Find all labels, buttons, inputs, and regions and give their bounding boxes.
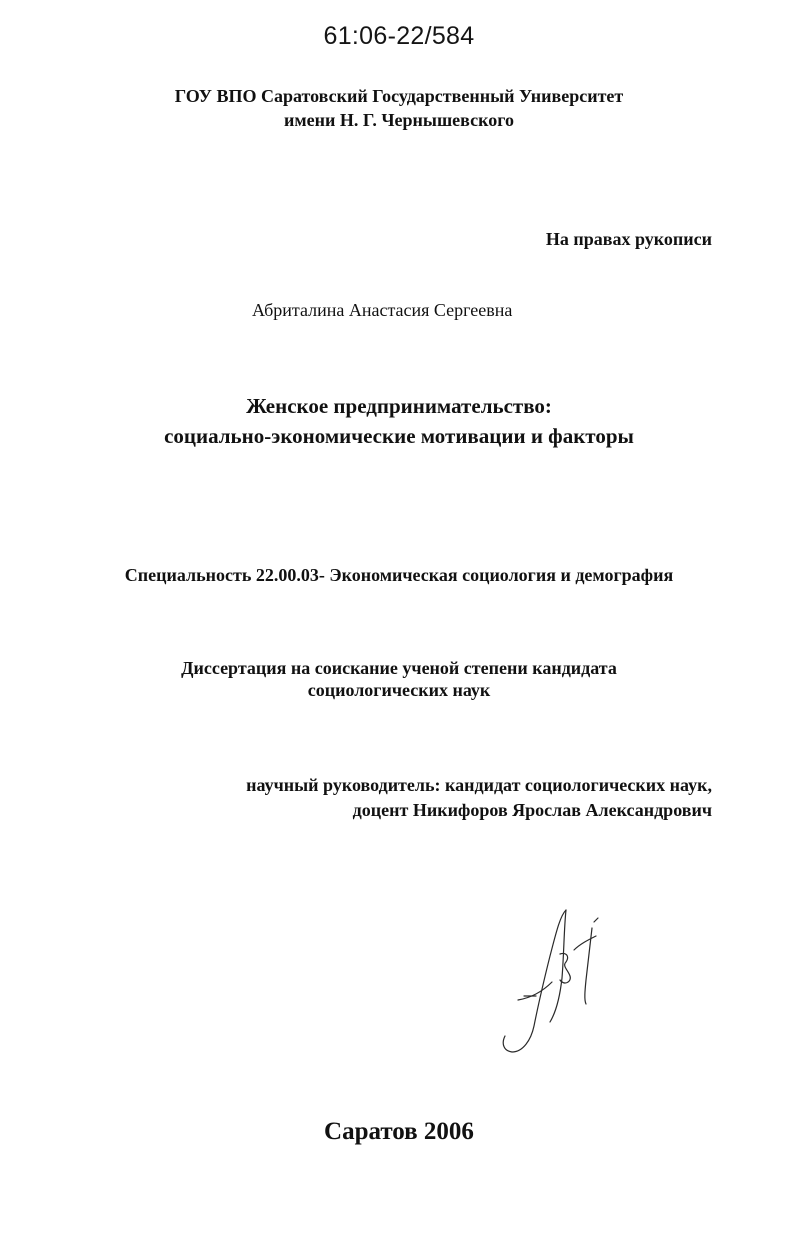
specialty: Специальность 22.00.03- Экономическая социология и демография <box>124 565 674 585</box>
institution-line-1: ГОУ ВПО Саратовский Государственный Университет <box>174 86 624 106</box>
manuscript-note: На правах рукописи <box>545 229 712 249</box>
dissertation-title-line-2: социально-экономические мотивации и факторы <box>164 424 634 448</box>
degree-line-1: Диссертация на соискание ученой степени кандидата <box>181 658 617 678</box>
supervisor-line-1: научный руководитель: кандидат социологических наук, <box>246 775 712 795</box>
archive-code: 61:06-22/584 <box>323 22 475 50</box>
institution-line-2: имени Н. Г. Чернышевского <box>284 110 514 130</box>
handwritten-signature <box>498 908 618 1058</box>
author-name: Абриталина Анастасия Сергеевна <box>252 300 513 320</box>
city-year: Саратов 2006 <box>324 1118 474 1145</box>
degree-line-2: социологических наук <box>307 680 491 700</box>
dissertation-title-line-1: Женское предпринимательство: <box>246 394 552 418</box>
supervisor-line-2: доцент Никифоров Ярослав Александрович <box>352 800 712 820</box>
